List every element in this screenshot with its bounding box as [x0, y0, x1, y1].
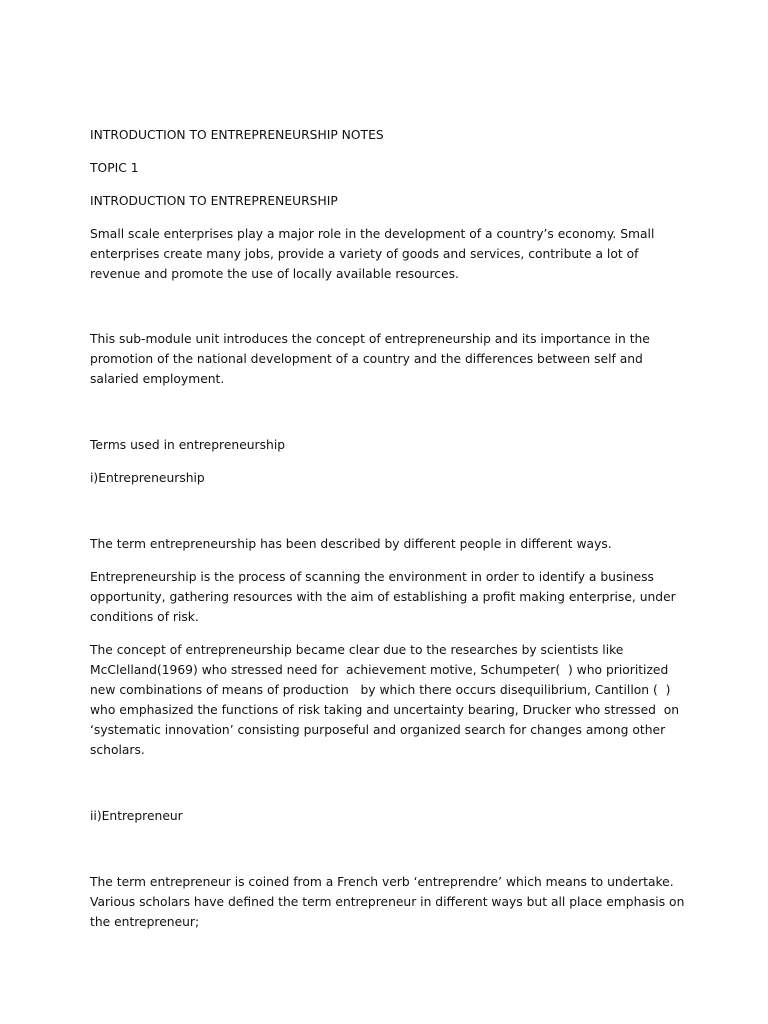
intro-paragraph: Small scale enterprises play a major role in the development of a country’s economy. Small enterprises create many jobs, provide a variety of goods and services, contribute a lot of revenue and promote the use of locally available resources. [90, 227, 659, 281]
scope-paragraph: This sub-module unit introduces the concept of entrepreneurship and its importance in the promotion of the national development of a country and the differences between self and salaried employment. [90, 332, 654, 386]
section-heading: INTRODUCTION TO ENTREPRENEURSHIP [90, 194, 338, 208]
entrepreneur-definition-paragraph: The term entrepreneur is coined from a French verb ‘entreprendre’ which means to undertake. Various scholars have defined the term entrepreneur in different ways but all place emphasis on the entrepreneur; [90, 875, 689, 929]
terms-heading: Terms used in entrepreneurship [90, 438, 286, 452]
definition-paragraph: Entrepreneurship is the process of scanning the environment in order to identify a business opportunity, gathering resources with the aim of establishing a profit making enterprise, under conditions of risk. [90, 570, 680, 624]
document-title: INTRODUCTION TO ENTREPRENEURSHIP NOTES [90, 128, 384, 142]
document-body [90, 125, 690, 932]
topic-label: TOPIC 1 [90, 161, 139, 175]
concept-paragraph: The concept of entrepreneurship became clear due to the researches by scientists like McClelland(1969) who stressed need for achievement motive, Schumpeter( ) who prioritized new combinations of means of production by which there occurs disequilibrium, Cantillon ( ) who emphasized the functions of risk taking and uncertainty bearing, Drucker who stressed on ‘systematic innovation’ consisting purposeful and organized search for changes among other scholars. [90, 643, 684, 757]
term-entrepreneur-heading: ii)Entrepreneur [90, 809, 183, 823]
term-entrepreneurship-heading: i)Entrepreneurship [90, 471, 205, 485]
definition-paragraph: The term entrepreneurship has been described by different people in different ways. [90, 537, 612, 551]
